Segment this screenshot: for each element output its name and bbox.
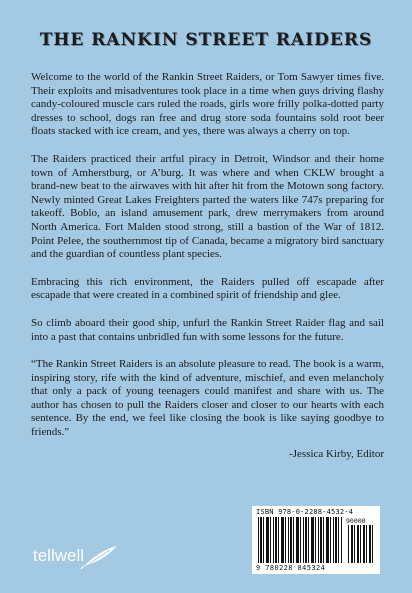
blurb-paragraph-1: Welcome to the world of the Rankin Street Raiders, or Tom Sawyer times five. Their exploits and misadventures took place in a time when guys driving flashy candy-coloured muscle cars ruled the roads, girls wore frilly polka-dotted party dresses to school, dogs ran free and drug store soda fountains sold root beer floats stacked with ice cream, and yes, there was always a cherry on top. bbox=[31, 71, 384, 138]
barcode-digits: 9 780228 845324 bbox=[256, 564, 326, 572]
book-title: THE RANKIN STREET RAIDERS bbox=[39, 30, 373, 50]
barcode-addon-digits: 90000 bbox=[346, 517, 366, 525]
publisher-logo bbox=[33, 544, 123, 574]
quote-attribution: -Jessica Kirby, Editor bbox=[289, 447, 384, 460]
publisher-name: tellwell bbox=[33, 546, 85, 565]
quill-pen-icon bbox=[80, 544, 120, 570]
barcode-bars bbox=[258, 517, 342, 563]
isbn-barcode bbox=[252, 506, 380, 574]
isbn-label: ISBN 978-0-2288-4532-4 bbox=[256, 508, 354, 516]
blurb-paragraph-2: The Raiders practiced their artful piracy in Detroit, Windsor and their home town of Amherstburg, or A’burg. It was where and when CKLW brought a brand-new beat to the airwaves with hit after hit from the Motown song factory. Newly minted Great Lakes Freighters parted the waters like 747s preparing for takeoff. Boblo, an island amusement park, drew merrymakers from around North America. Fort Malden stood strong, still a bastion of the War of 1812. Point Pelee, the southernmost tip of Canada, became a migratory bird sanctuary and the guardian of countless plant species. bbox=[31, 152, 384, 261]
back-cover-blurb bbox=[31, 71, 384, 475]
barcode-addon-bars bbox=[348, 525, 375, 563]
blurb-paragraph-3: Embracing this rich environment, the Raiders pulled off escapade after escapade that were created in a combined spirit of friendship and glee. bbox=[31, 275, 384, 302]
blurb-paragraph-4: So climb aboard their good ship, unfurl the Rankin Street Raider flag and sail into a past that contains unbridled fun with some lessons for the future. bbox=[31, 316, 384, 343]
editor-quote: “The Rankin Street Raiders is an absolute pleasure to read. The book is a warm, inspiring story, rife with the kind of adventure, mischief, and even melancholy that only a pack of young teenagers could manifest and share with us. The author has chosen to pull the Raiders closer and closer to our hearts with each sentence. By the end, we feel like closing the book is like saying goodbye to friends.” bbox=[31, 358, 384, 439]
